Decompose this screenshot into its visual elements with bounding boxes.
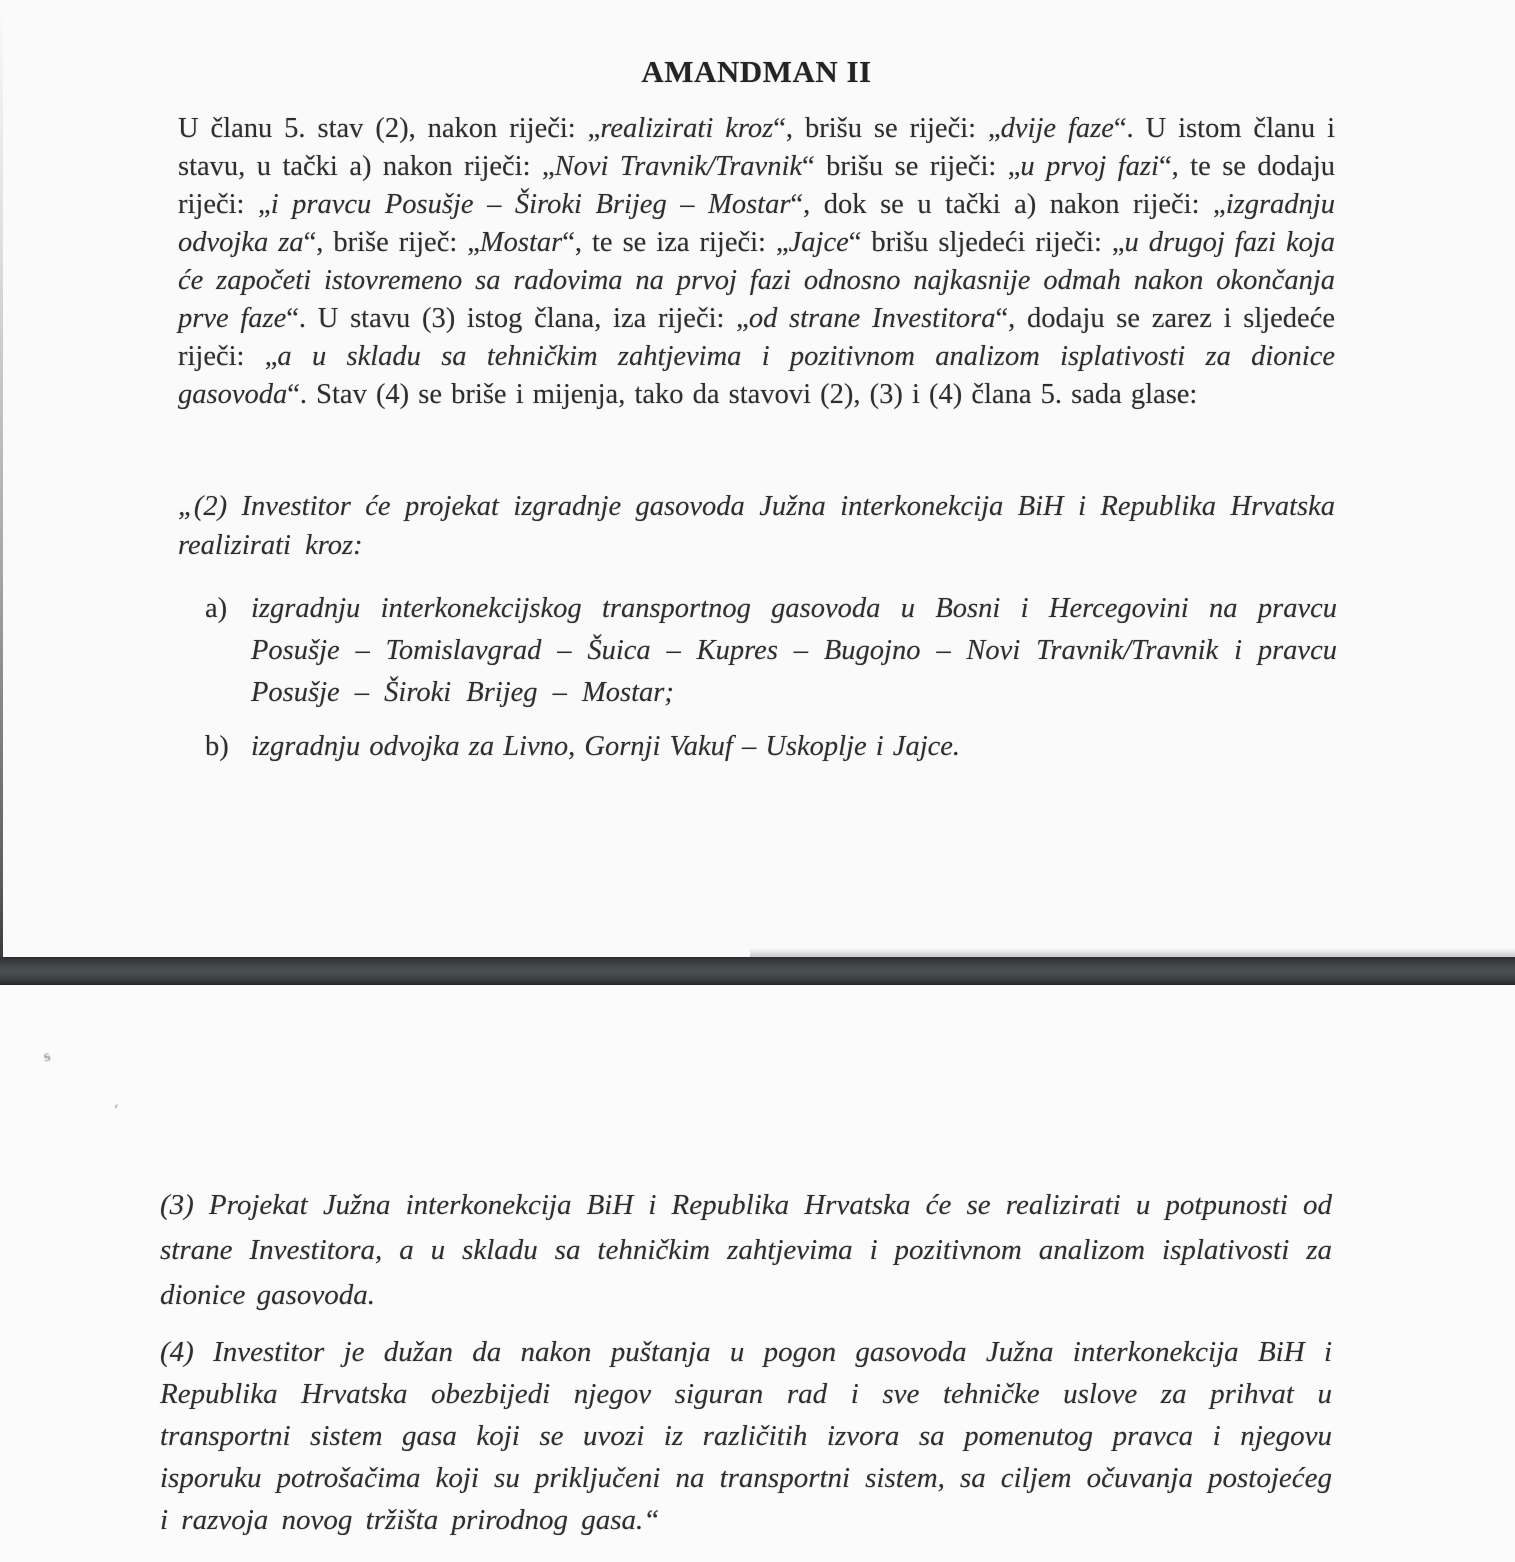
list-item-a	[205, 588, 1337, 714]
scan-speck: ʹ	[112, 1101, 119, 1120]
paragraph-stav-3: (3) Projekat Južna interkonekcija BiH i Republika Hrvatska će se realizirati u potpunosti od strane Investitora, a u skladu sa tehničkim zahtjevima i pozitivnom analizom isplativosti za dionice gasovoda.	[160, 1189, 1332, 1311]
page-separator-band	[0, 957, 1515, 985]
scan-shadow-smear	[750, 948, 1515, 957]
paragraph-stav-4: (4) Investitor je dužan da nakon puštanja u pogon gasovoda Južna interkonekcija BiH i Republika Hrvatska obezbijedi njegov siguran rad i sve tehničke uslove za prihvat u transportni sistem gasa koji se uvozi iz različitih izvora sa pomenutog pravca i njegovu isporuku potrošačima koji su priključeni na transportni sistem, sa ciljem očuvanja postojećeg i razvoja novog tržišta prirodnog gasa.“	[160, 1336, 1332, 1536]
list-marker-a: a)	[205, 593, 228, 624]
list-text-b: izgradnju odvojka za Livno, Gornji Vakuf – Uskoplje i Jajce.	[251, 731, 961, 762]
amendment-intro-paragraph: U članu 5. stav (2), nakon riječi: „realizirati kroz“, brišu se riječi: „dvije faze“. U istom članu i stavu, u tački a) nakon riječi: „Novi Travnik/Travnik“ brišu se riječi: „u prvoj fazi“, te se dodaju riječi: „i pravcu Posušje – Široki Brijeg – Mostar“, dok se u tački a) nakon riječi: „izgradnju odvojka za“, briše riječ: „Mostar“, te se iza riječi: „Jajce“ brišu sljedeći riječi: „u drugoj fazi koja će započeti istovremeno sa radovima na prvoj fazi odnosno najkasnije odmah nakon okončanja prve faze“. U stavu (3) istog člana, iza riječi: „od strane Investitora“, dodaju se zarez i sljedeće riječi: „a u skladu sa tehničkim zahtjevima i pozitivnom analizom isplativosti za dionice gasovoda“. Stav (4) se briše i mijenja, tako da stavovi (2), (3) i (4) člana 5. sada glase:	[178, 113, 1336, 410]
page-edge-shadow	[0, 0, 3, 957]
list-text-a: izgradnju interkonekcijskog transportnog gasovoda u Bosni i Hercegovini na pravcu Posušje – Tomislavgrad – Šuica – Kupres – Bugojno – Novi Travnik/Travnik i pravcu Posušje – Široki Brijeg – Mostar;	[251, 593, 1337, 708]
scan-speck: ᵴ	[42, 1047, 52, 1066]
list-marker-b: b)	[205, 731, 229, 762]
document-title: AMANDMAN II	[641, 54, 872, 89]
list-item-b	[205, 726, 1337, 768]
paragraph-stav-2: „(2) Investitor će projekat izgradnje gasovoda Južna interkonekcija BiH i Republika Hrvatska realizirati kroz:	[178, 491, 1335, 561]
